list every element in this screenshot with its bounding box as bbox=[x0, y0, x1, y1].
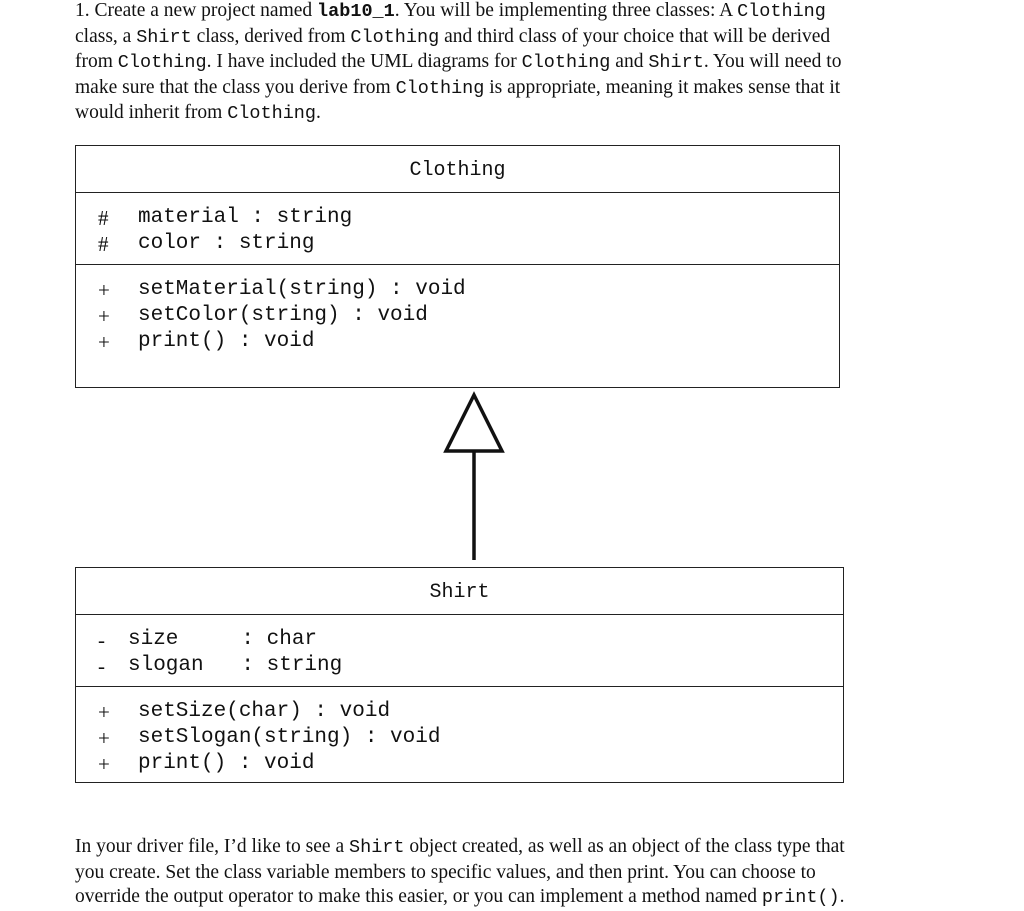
text-span: . bbox=[316, 102, 321, 123]
attribute-size: size : char bbox=[128, 628, 318, 651]
visibility-marker: + bbox=[98, 330, 110, 354]
text-span: class bbox=[75, 25, 113, 47]
visibility-marker: + bbox=[98, 726, 110, 750]
outro-paragraph bbox=[75, 835, 845, 911]
method-print: print() : void bbox=[138, 752, 315, 775]
intro-line-1 bbox=[75, 0, 841, 25]
class-name-code: Shirt bbox=[136, 26, 192, 48]
text-span: 1. Create a new project named bbox=[75, 0, 318, 21]
text-span: object created, as well as an object of the class type that bbox=[404, 836, 845, 857]
shirt-uml-class bbox=[75, 567, 844, 783]
visibility-marker: # bbox=[98, 206, 109, 230]
class-name-code: Clothing bbox=[350, 26, 440, 48]
outro-line-1 bbox=[75, 835, 845, 861]
attribute-color: color : string bbox=[138, 232, 315, 255]
intro-line-2 bbox=[75, 25, 841, 51]
text-span: . You will be implementing three classes: A bbox=[394, 0, 738, 21]
clothing-class-name: Clothing bbox=[76, 146, 839, 193]
visibility-marker: + bbox=[98, 304, 110, 328]
attribute-slogan: slogan : string bbox=[128, 654, 343, 677]
visibility-marker: + bbox=[98, 700, 110, 724]
text-span: override the output operator to make this easier, or you can implement a method named bbox=[75, 886, 762, 907]
class-name-code: Shirt bbox=[348, 837, 405, 858]
intro-line-5 bbox=[75, 101, 841, 127]
shirt-attributes bbox=[76, 615, 843, 687]
intro-line-3 bbox=[75, 50, 841, 76]
method-setmaterial: setMaterial(string) : void bbox=[138, 278, 466, 301]
attribute-material: material : string bbox=[138, 206, 353, 229]
visibility-marker: + bbox=[98, 752, 110, 776]
text-span: class, derived from bbox=[191, 25, 351, 47]
text-span: . bbox=[839, 886, 845, 907]
clothing-attributes bbox=[76, 193, 839, 265]
class-name-code: Clothing bbox=[737, 1, 826, 22]
method-setcolor: setColor(string) : void bbox=[138, 304, 428, 327]
text-span: In your driver file, I’d like to see a bbox=[75, 836, 349, 857]
method-setslogan: setSlogan(string) : void bbox=[138, 726, 441, 749]
text-span: and third class of your choice that will be derived bbox=[439, 25, 831, 47]
intro-paragraph bbox=[75, 0, 841, 127]
text-span: . I have included the UML diagrams for bbox=[206, 51, 522, 72]
text-span: from bbox=[75, 51, 118, 72]
class-name-code: Clothing bbox=[521, 52, 611, 73]
visibility-marker: # bbox=[98, 232, 109, 256]
visibility-marker: + bbox=[98, 278, 110, 302]
inheritance-arrowhead bbox=[446, 395, 502, 451]
visibility-marker: - bbox=[98, 628, 105, 652]
text-span: is appropriate, meaning it makes sense that it bbox=[484, 76, 841, 98]
shirt-methods bbox=[76, 687, 843, 781]
method-print: print() : void bbox=[138, 330, 315, 353]
text-span: . You will need to bbox=[703, 51, 842, 72]
clothing-uml-class bbox=[75, 145, 840, 388]
intro-line-4 bbox=[75, 76, 841, 102]
method-setsize: setSize(char) : void bbox=[138, 700, 391, 723]
text-span: , a bbox=[112, 25, 137, 47]
method-name-code: print() bbox=[761, 887, 840, 908]
text-span: and bbox=[610, 51, 649, 72]
shirt-class-name: Shirt bbox=[76, 568, 843, 615]
visibility-marker: - bbox=[98, 654, 105, 678]
class-name-code: Shirt bbox=[648, 52, 704, 73]
clothing-methods bbox=[76, 265, 839, 385]
project-name-code: lab10_1 bbox=[317, 1, 395, 22]
inheritance-arrow bbox=[434, 385, 514, 565]
text-span: would inherit from bbox=[75, 102, 228, 123]
text-span: make sure that the class you derive from bbox=[75, 76, 396, 98]
class-name-code: Clothing bbox=[395, 77, 485, 99]
class-name-code: Clothing bbox=[227, 103, 317, 124]
class-name-code: Clothing bbox=[117, 52, 207, 73]
outro-line-2: you create. Set the class variable members to specific values, and then print. You can choose to bbox=[75, 861, 816, 883]
